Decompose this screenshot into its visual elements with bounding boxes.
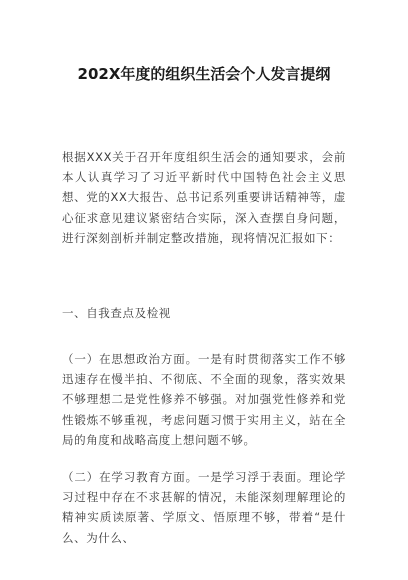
section-heading: 一、自我查点及检视 [62,306,171,320]
document-title: 202X年度的组织生活会个人发言提纲 [77,65,331,83]
political-thought-paragraph: （一）在思想政治方面。一是有时贯彻落实工作不够迅速存在慢半拍、不彻底、不全面的现象，落实效果不够理想二是党性修养不够强。对加强党性修养和党性锻炼不够重视，考虑问题习惯于实用主义，站在全局的角度和战略高度上想问题不够。 [62,352,346,447]
study-education-paragraph: （二）在学习教育方面。一是学习浮于表面。理论学习过程中存在不求甚解的情况，未能深刻理解理论的精神实质读原著、学原文、悟原理不够，带着“是什么、为什么、 [62,470,346,545]
intro-paragraph: 根据XXX关于召开年度组织生活会的通知要求，会前本人认真学习了习近平新时代中国特色社会主义思想、党的XX大报告、总书记系列重要讲话精神等，虚心征求意见建议紧密结合实际，深入查摆自身问题，进行深刻剖析并制定整改措施，现将情况汇报如下： [62,150,346,245]
